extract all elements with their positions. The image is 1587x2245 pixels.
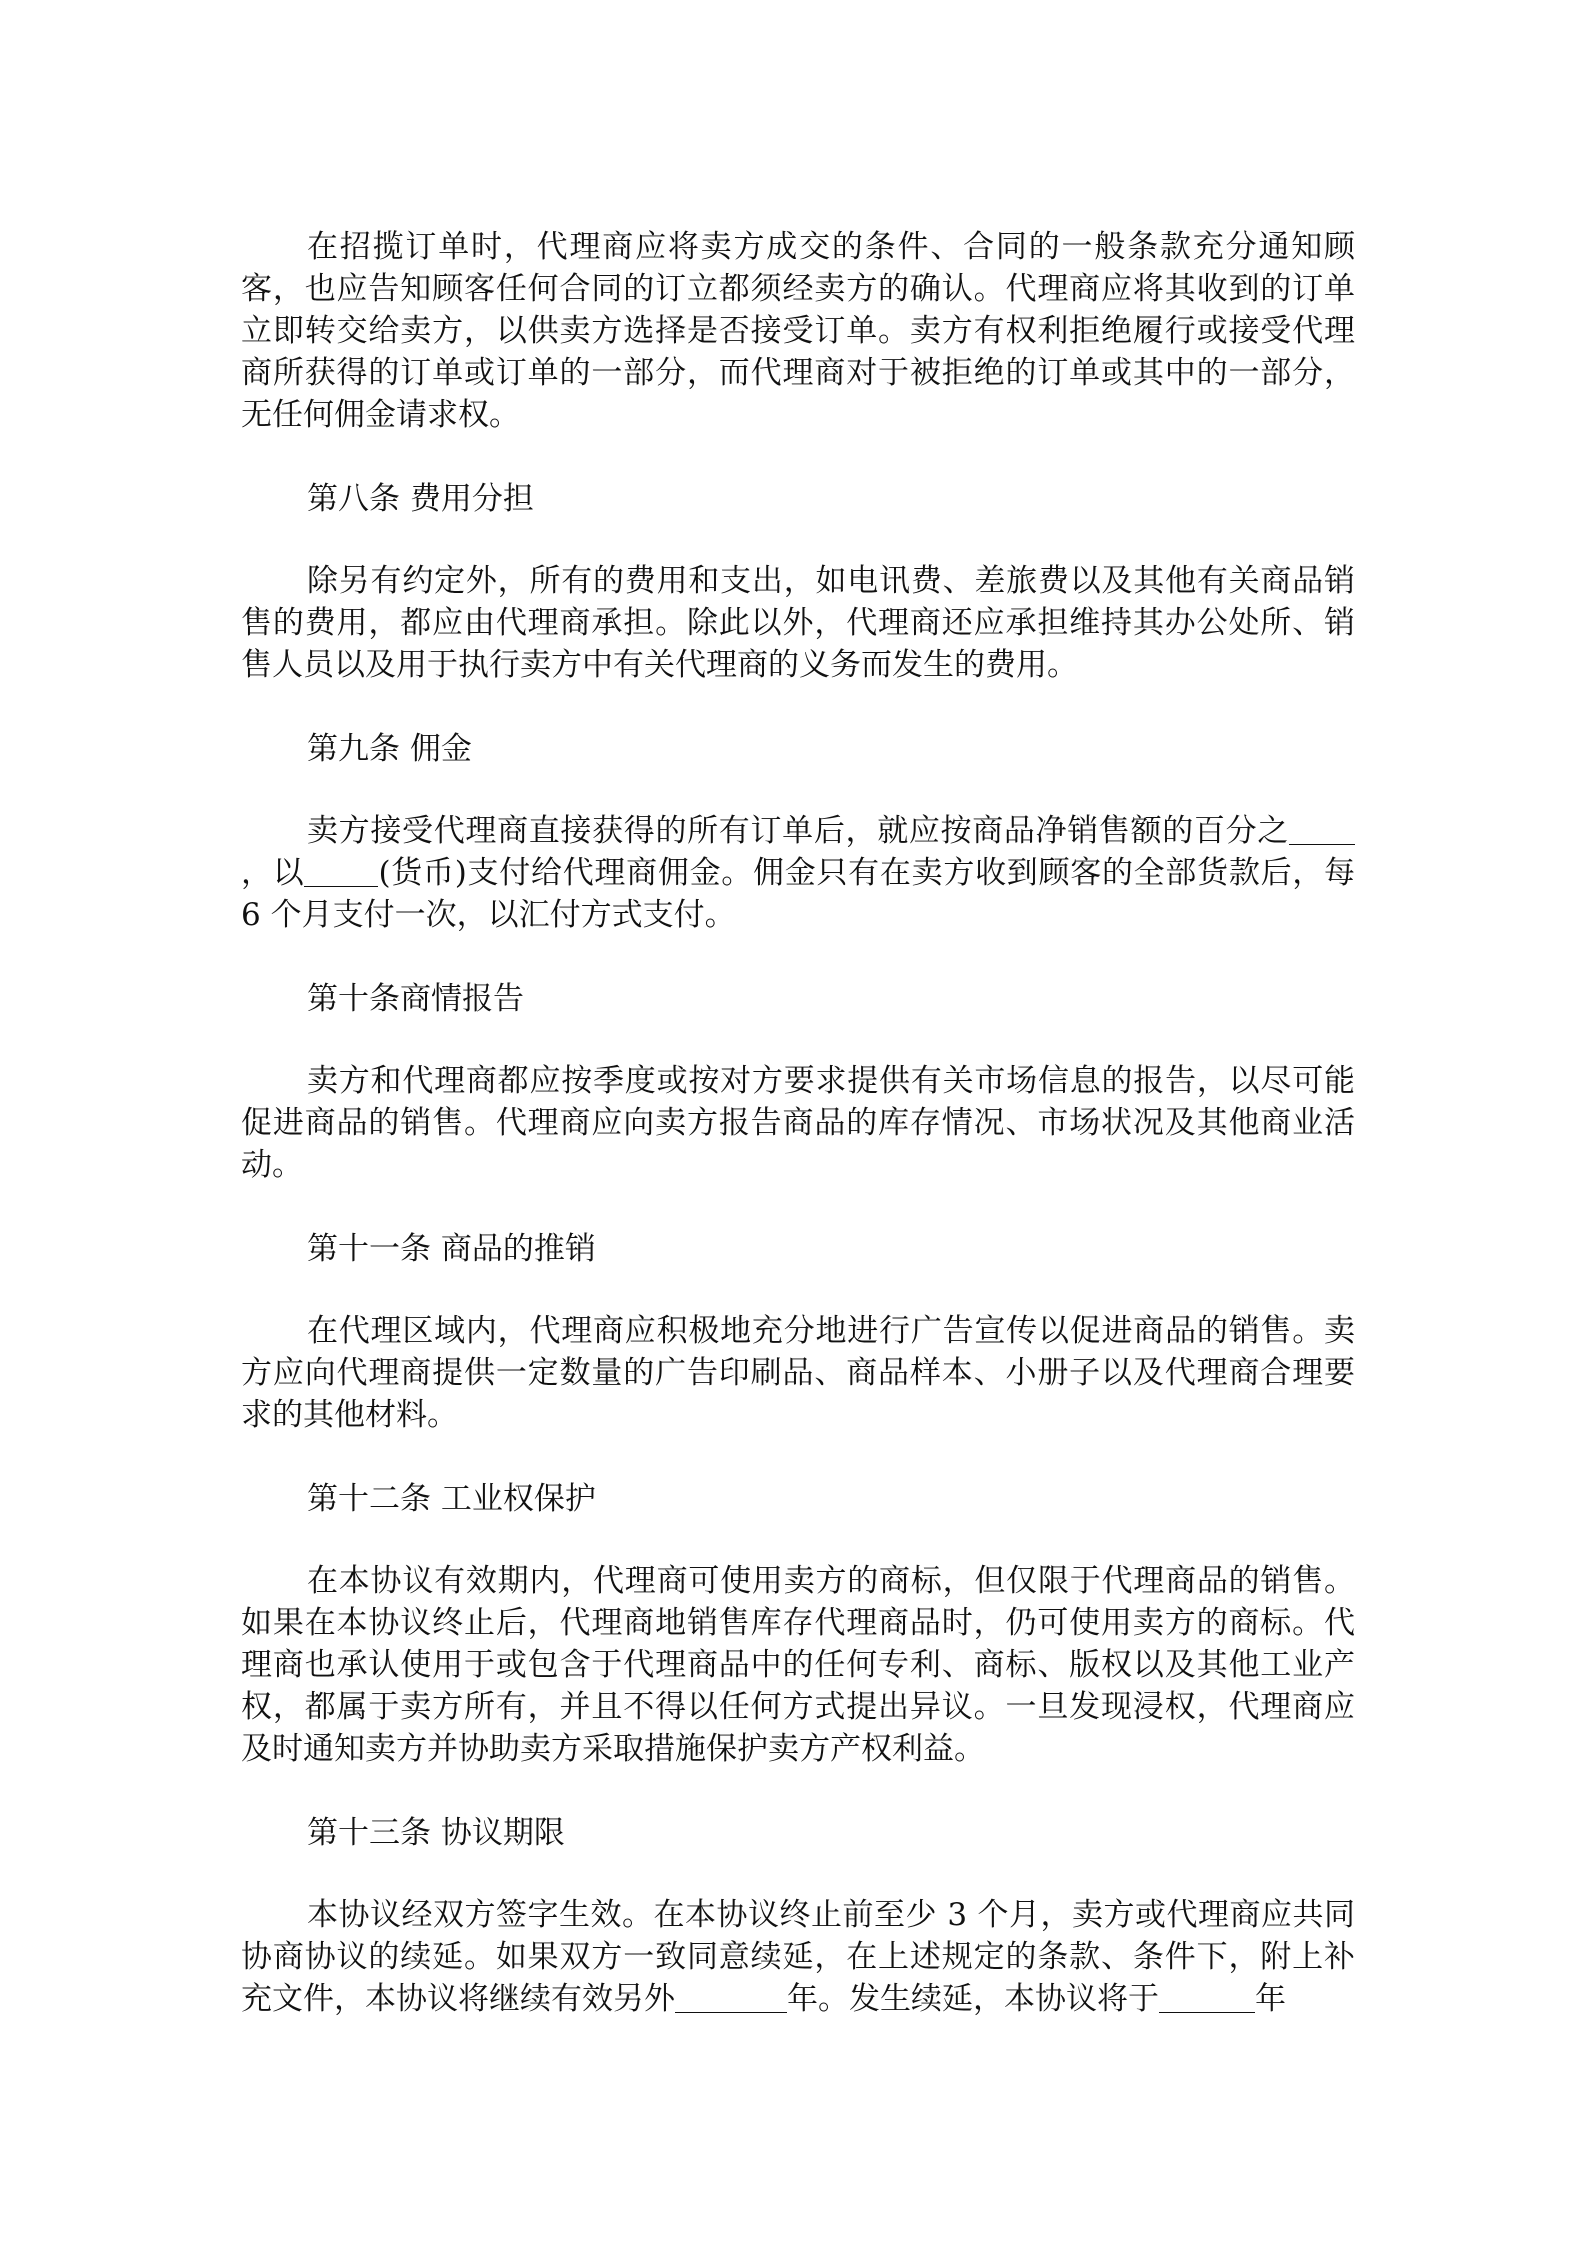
article-9-text-3: (货币)支付给代理商佣金。佣金只有在卖方收到顾客的全部货款后，每 6 个月支付一次，以汇付方式支付。	[241, 855, 1356, 933]
article-8-body: 除另有约定外，所有的费用和支出，如电讯费、差旅费以及其他有关商品销售的费用，都应由代理商承担。除此以外，代理商还应承担维持其办公处所、销售人员以及用于执行卖方中有关代理商的义务而发生的费用。	[241, 563, 1355, 683]
article-11-body: 在代理区域内，代理商应积极地充分地进行广告宣传以促进商品的销售。卖方应向代理商提供一定数量的广告印刷品、商品样本、小册子以及代理商合理要求的其他材料。	[241, 1313, 1355, 1433]
article-9-text-1: 卖方接受代理商直接获得的所有订单后，就应按商品净销售额的百分之	[307, 813, 1289, 849]
percentage-blank	[1289, 814, 1355, 845]
currency-blank	[304, 856, 378, 887]
document-content	[241, 226, 1355, 2020]
intro-paragraph: 在招揽订单时，代理商应将卖方成交的条件、合同的一般条款充分通知顾客，也应告知顾客任何合同的订立都须经卖方的确认。代理商应将其收到的订单立即转交给卖方，以供卖方选择是否接受订单。卖方有权利拒绝履行或接受代理商所获得的订单或订单的一部分，而代理商对于被拒绝的订单或其中的一部分，无任何佣金请求权。	[241, 229, 1355, 433]
article-10-body: 卖方和代理商都应按季度或按对方要求提供有关市场信息的报告，以尽可能促进商品的销售。代理商应向卖方报告商品的库存情况、市场状况及其他商业活动。	[241, 1063, 1355, 1183]
article-10-heading: 第十条商情报告	[307, 981, 524, 1017]
article-9-heading: 第九条 佣金	[307, 731, 472, 767]
article-12-heading: 第十二条 工业权保护	[307, 1481, 596, 1517]
article-13-body	[241, 1894, 1355, 2020]
article-9-body	[241, 810, 1355, 936]
article-13-text-1: 本协议经双方签字生效。在本协议终止前至少 3 个月，卖方或代理商应共同协商协议的续延。如果双方一致同意续延，在上述规定的条款、条件下，附上补充文件，本协议将继续有效另外	[241, 1897, 1355, 2017]
article-9-text-2: ，以	[241, 855, 305, 891]
article-12-body: 在本协议有效期内，代理商可使用卖方的商标，但仅限于代理商品的销售。如果在本协议终止后，代理商地销售库存代理商品时，仍可使用卖方的商标。代理商也承认使用于或包含于代理商品中的任何专利、商标、版权以及其他工业产权，都属于卖方所有，并且不得以任何方式提出异议。一旦发现浸权，代理商应及时通知卖方并协助卖方采取措施保护卖方产权利益。	[241, 1563, 1355, 1767]
article-11-heading: 第十一条 商品的推销	[307, 1231, 596, 1267]
article-13-text-2: 年。发生续延，本协议将于	[787, 1981, 1159, 2017]
article-13-heading: 第十三条 协议期限	[307, 1815, 565, 1851]
article-8-heading: 第八条 费用分担	[307, 481, 534, 517]
article-13-text-3: 年	[1255, 1981, 1286, 2017]
extension-years-blank	[675, 1982, 787, 2013]
expiry-year-blank	[1159, 1982, 1255, 2013]
